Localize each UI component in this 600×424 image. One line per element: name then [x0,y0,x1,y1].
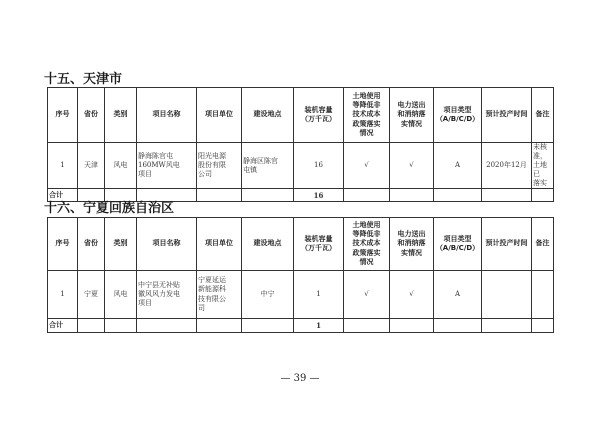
header-cell: 备注 [532,88,554,143]
cell-category: 风电 [105,143,137,189]
cell-location: 中宁 [242,271,294,319]
table-header-row [48,218,554,271]
cell-index: 1 [48,271,78,319]
header-cell: 省份 [78,88,105,143]
header-cell: 序号 [48,218,78,271]
table-tianjin [47,87,554,202]
table-header-row [48,88,554,143]
table-ningxia [47,217,554,333]
cell-operation-date: 2020年12月 [482,143,532,189]
cell-index: 1 [48,143,78,189]
header-cell: 土地使用 等降低非 技术成本 政策落实 情况 [344,218,390,271]
cell-province: 宁夏 [78,271,105,319]
header-cell: 预计投产时间 [482,88,532,143]
cell-remarks: 未核准， 土地已 落实 [532,143,554,189]
section-heading-ningxia: 十六、宁夏回族自治区 [44,201,175,216]
cell-capacity: 1 [294,271,344,319]
cell-project-name: 中宁县无补贴 徽风风力发电 项目 [137,271,197,319]
cell-project-name: 静海陈官屯 160MW风电 项目 [137,143,197,189]
cell-category: 风电 [105,271,137,319]
section-heading-tianjin: 十五、天津市 [44,72,123,87]
header-cell: 预计投产时间 [482,218,532,271]
cell-project-unit: 宁夏延运 新能源科 技有限公 司 [197,271,242,319]
header-cell: 类别 [105,88,137,143]
header-cell: 项目类型 （A/B/C/D） [434,88,482,143]
table-total-row [48,319,554,333]
cell-project-type: A [434,143,482,189]
header-cell: 装机容量 （万千瓦） [294,88,344,143]
cell-operation-date [482,271,532,319]
header-cell: 建设地点 [242,218,294,271]
header-cell: 项目类型 （A/B/C/D） [434,218,482,271]
header-cell: 项目单位 [197,218,242,271]
header-cell: 建设地点 [242,88,294,143]
cell-project-unit: 阳光电源 股份有限 公司 [197,143,242,189]
total-capacity: 1 [294,319,344,333]
total-label: 合计 [48,189,78,202]
table-row [48,271,554,319]
header-cell: 类别 [105,218,137,271]
cell-land-policy: √ [344,271,390,319]
total-capacity: 16 [294,189,344,202]
total-label: 合计 [48,319,78,333]
header-cell: 省份 [78,218,105,271]
cell-power-delivery: √ [390,143,434,189]
cell-province: 天津 [78,143,105,189]
header-cell: 备注 [532,218,554,271]
header-cell: 土地使用 等降低非 技术成本 政策落实 情况 [344,88,390,143]
header-cell: 装机容量 （万千瓦） [294,218,344,271]
cell-remarks [532,271,554,319]
cell-power-delivery: √ [390,271,434,319]
cell-land-policy: √ [344,143,390,189]
header-cell: 项目名称 [137,218,197,271]
header-cell: 序号 [48,88,78,143]
header-cell: 电力送出 和消纳落 实情况 [390,218,434,271]
cell-location: 静海区陈官 屯镇 [242,143,294,189]
header-cell: 项目单位 [197,88,242,143]
cell-capacity: 16 [294,143,344,189]
page-number: — 39 — [280,373,320,384]
header-cell: 电力送出 和消纳落 实情况 [390,88,434,143]
cell-project-type: A [434,271,482,319]
header-cell: 项目名称 [137,88,197,143]
table-row [48,143,554,189]
